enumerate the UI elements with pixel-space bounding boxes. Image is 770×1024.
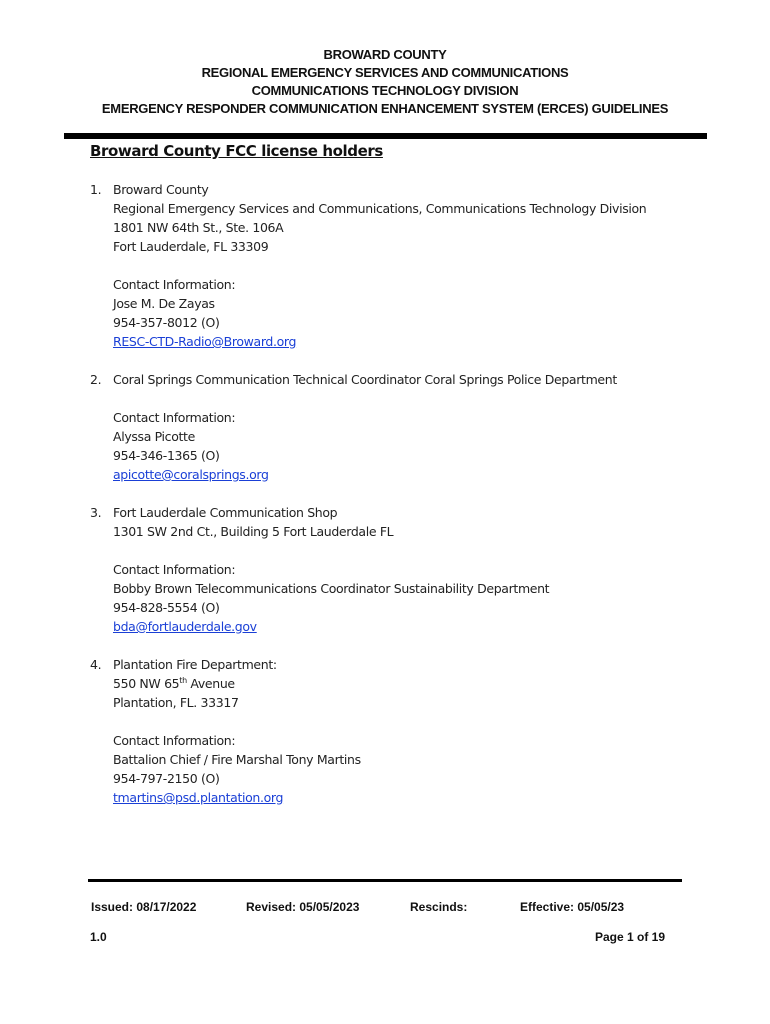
header-divider [64, 133, 707, 139]
contact-label: Contact Information: [113, 562, 236, 577]
item-number: 1. [90, 182, 102, 197]
issued-date: Issued: 08/17/2022 [91, 900, 197, 914]
header-county: BROWARD COUNTY [323, 47, 447, 62]
license-holder-item [90, 503, 710, 636]
contact-name: Alyssa Picotte [113, 429, 195, 444]
holder-organization: Regional Emergency Services and Communications, Communications Technology Division [113, 201, 647, 216]
holder-address: 1801 NW 64th St., Ste. 106A [113, 220, 284, 235]
item-number: 2. [90, 372, 102, 387]
version-number: 1.0 [90, 930, 107, 944]
section-title: Broward County FCC license holders [90, 142, 383, 160]
contact-name: Jose M. De Zayas [113, 296, 215, 311]
holder-name: Fort Lauderdale Communication Shop [113, 505, 338, 520]
contact-phone: 954-346-1365 (O) [113, 448, 220, 463]
contact-email-link[interactable]: apicotte@coralsprings.org [113, 467, 269, 482]
contact-label: Contact Information: [113, 277, 236, 292]
item-number: 4. [90, 657, 102, 672]
contact-email-link[interactable]: bda@fortlauderdale.gov [113, 619, 257, 634]
contact-label: Contact Information: [113, 733, 236, 748]
license-holder-item [90, 370, 710, 484]
header-division: COMMUNICATIONS TECHNOLOGY DIVISION [251, 83, 519, 98]
holder-name: Plantation Fire Department: [113, 657, 277, 672]
holder-address: 1301 SW 2nd Ct., Building 5 Fort Lauderdale FL [113, 524, 394, 539]
contact-phone: 954-357-8012 (O) [113, 315, 220, 330]
holder-city: Plantation, FL. 33317 [113, 695, 239, 710]
footer-divider [88, 879, 682, 882]
contact-label: Contact Information: [113, 410, 236, 425]
page-number: Page 1 of 19 [595, 930, 666, 944]
holder-city: Fort Lauderdale, FL 33309 [113, 239, 269, 254]
license-holder-list [90, 180, 710, 807]
license-holder-item [90, 655, 710, 807]
contact-name: Bobby Brown Telecommunications Coordinator Sustainability Department [113, 581, 550, 596]
effective-date: Effective: 05/05/23 [520, 900, 625, 914]
revised-date: Revised: 05/05/2023 [246, 900, 360, 914]
holder-name: Coral Springs Communication Technical Coordinator Coral Springs Police Department [113, 372, 617, 387]
header-guidelines: EMERGENCY RESPONDER COMMUNICATION ENHANCEMENT SYSTEM (ERCES) GUIDELINES [101, 101, 669, 116]
contact-email-link[interactable]: tmartins@psd.plantation.org [113, 790, 284, 805]
contact-phone: 954-797-2150 (O) [113, 771, 220, 786]
item-number: 3. [90, 505, 102, 520]
contact-phone: 954-828-5554 (O) [113, 600, 220, 615]
contact-name: Battalion Chief / Fire Marshal Tony Martins [113, 752, 361, 767]
holder-address: 550 NW 65th Avenue [113, 675, 235, 691]
contact-email-link[interactable]: RESC-CTD-Radio@Broward.org [113, 334, 297, 349]
document-header [0, 46, 770, 118]
header-department: REGIONAL EMERGENCY SERVICES AND COMMUNICATIONS [201, 65, 569, 80]
holder-name: Broward County [113, 182, 209, 197]
rescinds-label: Rescinds: [410, 900, 468, 914]
license-holder-item [90, 180, 710, 351]
